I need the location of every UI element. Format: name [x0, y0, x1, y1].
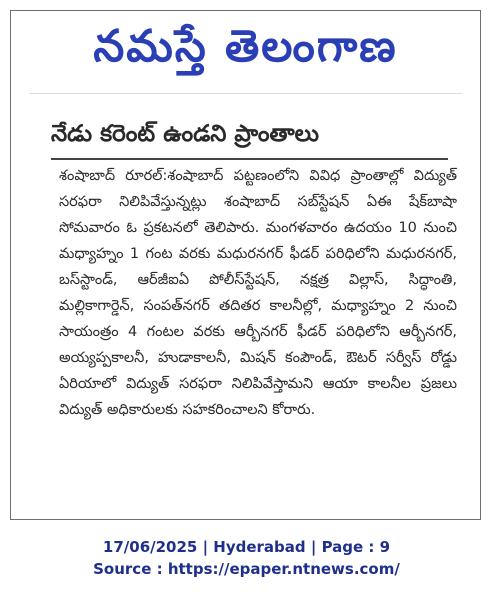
article-headline: నేడు కరెంట్ ఉండని ప్రాంతాలు [51, 121, 319, 147]
headline-underline [51, 158, 448, 160]
newspaper-clipping [10, 10, 481, 520]
clipping-date-edition-page: 17/06/2025 | Hyderabad | Page : 9 [102, 538, 391, 556]
clipping-source: Source : https://epaper.ntnews.com/ [93, 560, 400, 578]
article-body: శంషాబాద్ రూరల్:శంషాబాద్ పట్టణంలోని వివిధ ప్రాంతాల్లో విద్యుత్ సరఫరా నిలిపివేస్తున్నట్లు శంషాబాద్ సబ్‌స్టేషన్ ఏఈ షేక్‌బాషా సోమవారం ఓ ప్రకటనలో తెలిపారు. మంగళవారం ఉదయం 10 నుంచి మధ్యాహ్నం 1 గంట వరకు మధురనగర్ ఫీడర్ పరిధిలోని మధురనగర్, బస్‌స్టాండ్, ఆర్‌జీఐఏ పోలీస్‌స్టేషన్, నక్షత్ర విల్లాస్, సిద్ధాంతి, మల్లికాగార్డెన్, సంపత్‌నగర్ తదితర కాలనీల్లో, మధ్యాహ్నం 2 నుంచి సాయంత్రం 4 గంటల వరకు ఆర్బీనగర్ ఫీడర్ పరిధిలోని ఆర్బీనగర్, అయ్యప్పకాలనీ, హుడాకాలనీ, మిషన్ కంపౌండ్, ఔటర్ సర్వీస్ రోడ్డు ఏరియాలో విద్యుత్ సరఫరా నిలిపివేస్తామని ఆయా కాలనీల ప్రజలు విద్యుత్ అధికారులకు సహకరించాలని కోరారు. [59, 168, 457, 418]
masthead-logo: నమస్తే తెలంగాణ [93, 21, 398, 72]
masthead-divider [29, 93, 462, 94]
